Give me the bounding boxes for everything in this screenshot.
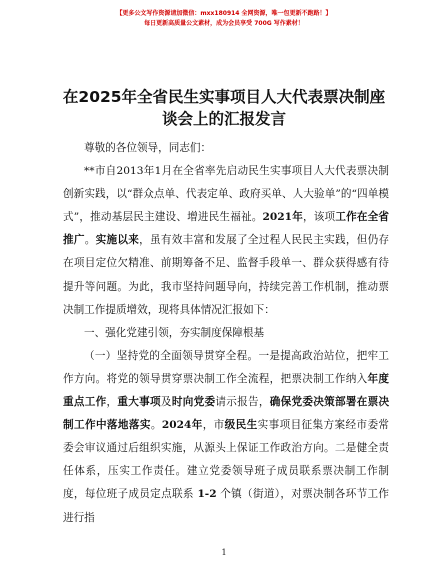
text-run: ，市 [202,419,225,432]
page-number: 1 [221,548,227,557]
document-body [63,137,389,530]
text-run: ，虽有效丰富和发展了全过程人民民主实践，但仍存在项目定位欠精准、前期筹备不足、监督手段单一、群众获得感有待提升等问题。为此，我市坚持问题导向，持续完善工作机制，推动票决制工作提质增效，现将具体情况汇报如下： [63,234,390,316]
text-run: **市自2013年1月在全省率先启动民生实事项目人大代表票决制创新实践，以“群众点单、代表定单、政府买单、人大验单”的“四单模式”，推动基层民主建设、增进民生福祉。 [63,165,389,224]
bold-text: 时向党委 [171,396,216,409]
bold-text: 实施以来 [95,234,140,247]
promo-banner-line-1: 【更多公文写作资源请加微信：mxx180914 全网资源，唯一包更新不跑路！】 [116,10,332,17]
text-run: ，该项 [302,211,336,224]
title-line-1: 在2025年全省民生实事项目人大代表票决制座 [62,88,386,106]
bold-text: 2024年 [161,419,203,432]
bold-text: 工作在全省推广 [63,211,390,247]
document-title [40,86,408,130]
text-run: ， [106,396,118,409]
text-run: 。 [84,234,96,247]
bold-text: 1-2 [197,488,217,501]
bold-text: 重大事项 [117,396,161,409]
text-run: （一）坚持党的全面领导贯穿全程。一是提高政治站位，把牢工作方向。将党的领导贯穿票决制工作全流程，把票决制工作纳入 [63,349,389,385]
salutation: 尊敬的各位领导，同志们： [84,142,212,154]
text-run: 实事项目征集方案经市委常委会审议通过后组织实施，从源头上保证工作政治方向。二是健全责任体系，压实工作责任。建立党委领导班子成员联系票决制工作制度，每位班子成员定点联系 [63,419,390,501]
paragraph-intro [63,160,389,322]
text-run: 及 [160,396,172,409]
bold-text: 年度重点工作 [63,372,390,409]
text-run: 请示报告， [215,396,270,409]
bold-text: 确保党委决策部署在票决制工作中落地落实 [63,396,390,432]
title-line-2: 谈会上的汇报发言 [161,110,286,128]
paragraph-party-leadership [63,345,389,530]
bold-text: 2021年 [262,211,303,224]
text-run: 。 [150,419,162,432]
bold-text: 级民生 [224,419,258,432]
promo-banner-line-2: 每日更新高质量公文素材，成为会员享受 700G 写作素材！ [144,20,304,27]
section-heading-1: 一、强化党建引领，夯实制度保障根基 [84,326,265,339]
promo-banner [0,9,448,29]
text-run: 个镇（街道），对票决制各环节工作进行指 [63,488,389,524]
